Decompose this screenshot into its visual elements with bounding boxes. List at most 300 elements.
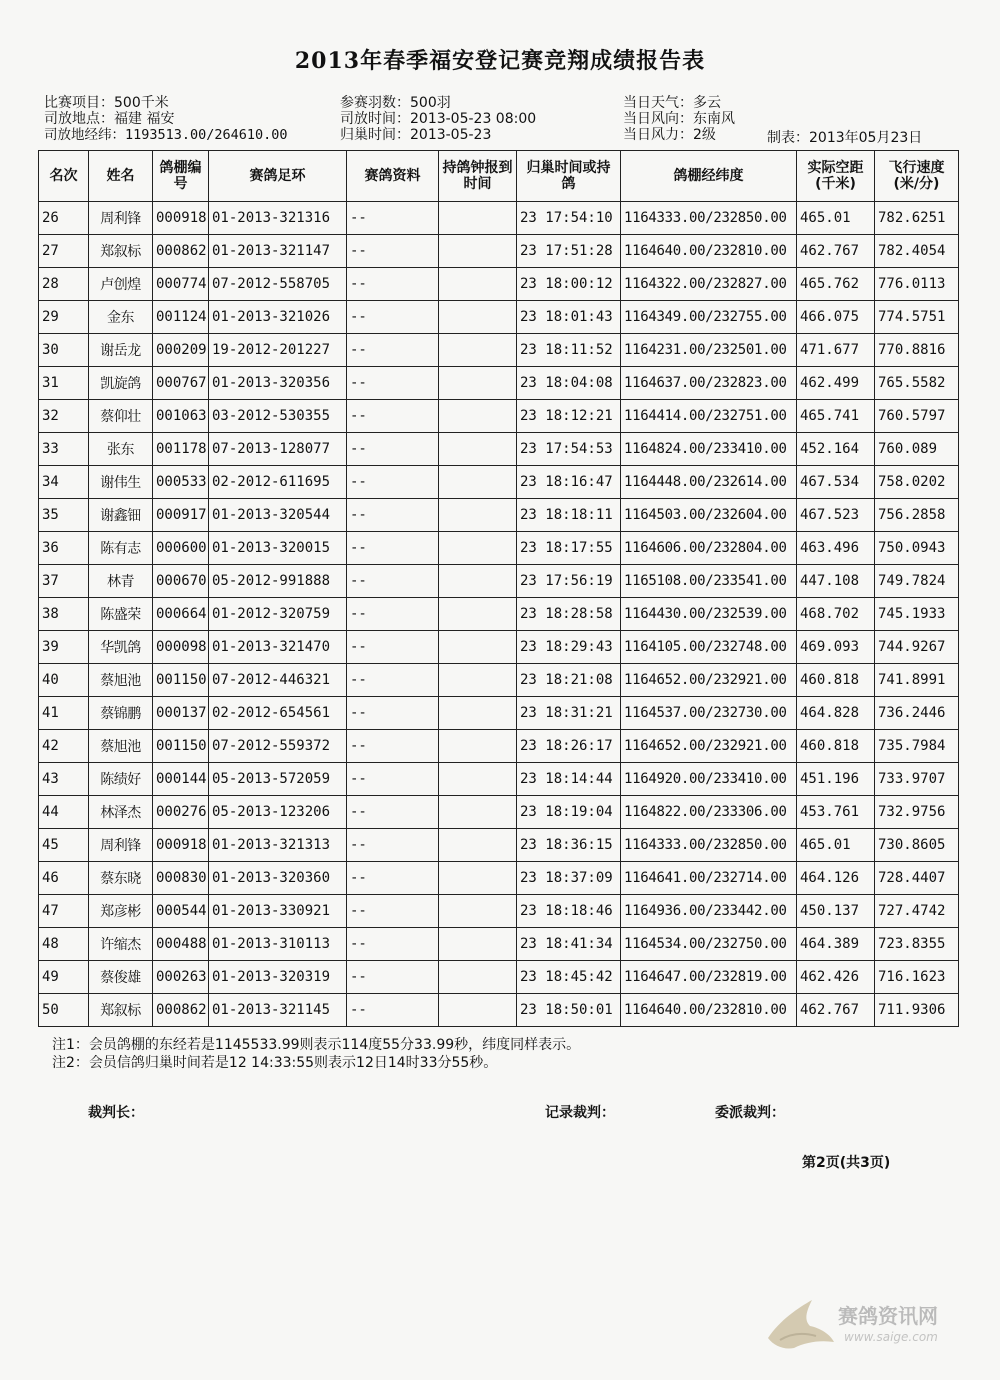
name-cell: 蔡东晓 bbox=[89, 862, 153, 895]
name-cell: 蔡旭池 bbox=[89, 664, 153, 697]
release-place: 司放地点：福建 福安 bbox=[44, 111, 175, 127]
table-row bbox=[39, 367, 959, 400]
distance-cell: 462.767 bbox=[797, 994, 875, 1027]
release-time: 司放时间：2013-05-23 08:00 bbox=[340, 111, 537, 127]
coord-cell: 1164448.00/232614.00 bbox=[621, 466, 797, 499]
rank-cell: 34 bbox=[39, 466, 89, 499]
arrival-cell: 23 18:36:15 bbox=[517, 829, 621, 862]
rank-cell: 39 bbox=[39, 631, 89, 664]
coord-cell: 1164430.00/232539.00 bbox=[621, 598, 797, 631]
rank-cell: 40 bbox=[39, 664, 89, 697]
loft-cell: 000488 bbox=[153, 928, 209, 961]
loft-cell: 000830 bbox=[153, 862, 209, 895]
clock-time-cell bbox=[439, 631, 517, 664]
speed-cell: 770.8816 bbox=[875, 334, 959, 367]
clock-time-cell bbox=[439, 730, 517, 763]
coord-cell: 1164652.00/232921.00 bbox=[621, 730, 797, 763]
rank-cell: 43 bbox=[39, 763, 89, 796]
table-row bbox=[39, 268, 959, 301]
release-coord: 司放地经纬：1193513.00/264610.00 bbox=[44, 127, 288, 143]
arrival-cell: 23 18:28:58 bbox=[517, 598, 621, 631]
pigeon-info-cell: -- bbox=[347, 862, 439, 895]
rank-cell: 47 bbox=[39, 895, 89, 928]
clock-time-cell bbox=[439, 796, 517, 829]
clock-time-cell bbox=[439, 466, 517, 499]
pigeon-info-cell: -- bbox=[347, 928, 439, 961]
distance-cell: 464.126 bbox=[797, 862, 875, 895]
speed-cell: 732.9756 bbox=[875, 796, 959, 829]
clock-time-cell bbox=[439, 301, 517, 334]
table-row bbox=[39, 763, 959, 796]
speed-cell: 744.9267 bbox=[875, 631, 959, 664]
coord-cell: 1164647.00/232819.00 bbox=[621, 961, 797, 994]
speed-cell: 716.1623 bbox=[875, 961, 959, 994]
arrival-cell: 23 17:54:53 bbox=[517, 433, 621, 466]
loft-cell: 001063 bbox=[153, 400, 209, 433]
name-cell: 张东 bbox=[89, 433, 153, 466]
pigeon-info-cell: -- bbox=[347, 730, 439, 763]
delegate-judge-label: 委派裁判： bbox=[715, 1105, 785, 1121]
arrival-cell: 23 18:18:46 bbox=[517, 895, 621, 928]
header-pigeon-info: 赛鸽资料 bbox=[347, 151, 439, 202]
table-row bbox=[39, 862, 959, 895]
coord-cell: 1164105.00/232748.00 bbox=[621, 631, 797, 664]
speed-cell: 736.2446 bbox=[875, 697, 959, 730]
table-row bbox=[39, 829, 959, 862]
table-row bbox=[39, 565, 959, 598]
arrival-cell: 23 17:54:10 bbox=[517, 202, 621, 235]
arrival-cell: 23 18:29:43 bbox=[517, 631, 621, 664]
note-2: 注2：会员信鸽归巢时间若是12 14:33:55则表示12日14时33分55秒。 bbox=[52, 1055, 498, 1071]
rank-cell: 48 bbox=[39, 928, 89, 961]
loft-cell: 000918 bbox=[153, 202, 209, 235]
speed-cell: 711.9306 bbox=[875, 994, 959, 1027]
loft-cell: 000276 bbox=[153, 796, 209, 829]
ring-cell: 07-2012-558705 bbox=[209, 268, 347, 301]
ring-cell: 07-2013-128077 bbox=[209, 433, 347, 466]
coord-cell: 1165108.00/233541.00 bbox=[621, 565, 797, 598]
event-label: 比赛项目：500千米 bbox=[44, 95, 169, 111]
pigeon-info-cell: -- bbox=[347, 631, 439, 664]
ring-cell: 01-2013-321147 bbox=[209, 235, 347, 268]
distance-cell: 465.01 bbox=[797, 829, 875, 862]
name-cell: 陈绩好 bbox=[89, 763, 153, 796]
distance-cell: 465.762 bbox=[797, 268, 875, 301]
chief-judge-label: 裁判长： bbox=[88, 1105, 144, 1121]
record-judge-label: 记录裁判： bbox=[545, 1105, 615, 1121]
clock-time-cell bbox=[439, 961, 517, 994]
info-right bbox=[623, 95, 735, 143]
clock-time-cell bbox=[439, 367, 517, 400]
ring-cell: 01-2013-320015 bbox=[209, 532, 347, 565]
name-cell: 林青 bbox=[89, 565, 153, 598]
distance-cell: 462.499 bbox=[797, 367, 875, 400]
ring-cell: 01-2013-321316 bbox=[209, 202, 347, 235]
name-cell: 凯旋鸽 bbox=[89, 367, 153, 400]
name-cell: 许缩杰 bbox=[89, 928, 153, 961]
table-row bbox=[39, 994, 959, 1027]
arrival-cell: 23 18:18:11 bbox=[517, 499, 621, 532]
name-cell: 郑叙标 bbox=[89, 235, 153, 268]
ring-cell: 01-2013-321313 bbox=[209, 829, 347, 862]
results-table bbox=[38, 150, 959, 1027]
loft-cell: 000767 bbox=[153, 367, 209, 400]
loft-cell: 001124 bbox=[153, 301, 209, 334]
ring-cell: 02-2012-654561 bbox=[209, 697, 347, 730]
name-cell: 蔡仰壮 bbox=[89, 400, 153, 433]
table-row bbox=[39, 202, 959, 235]
pigeon-info-cell: -- bbox=[347, 598, 439, 631]
pigeon-info-cell: -- bbox=[347, 400, 439, 433]
pigeon-info-cell: -- bbox=[347, 466, 439, 499]
loft-cell: 000137 bbox=[153, 697, 209, 730]
ring-cell: 01-2012-320759 bbox=[209, 598, 347, 631]
ring-cell: 07-2012-559372 bbox=[209, 730, 347, 763]
coord-cell: 1164349.00/232755.00 bbox=[621, 301, 797, 334]
clock-time-cell bbox=[439, 697, 517, 730]
distance-cell: 464.828 bbox=[797, 697, 875, 730]
distance-cell: 460.818 bbox=[797, 664, 875, 697]
table-row bbox=[39, 334, 959, 367]
header-distance: 实际空距(千米) bbox=[797, 151, 875, 202]
pigeon-info-cell: -- bbox=[347, 829, 439, 862]
table-row bbox=[39, 928, 959, 961]
distance-cell: 447.108 bbox=[797, 565, 875, 598]
pigeon-info-cell: -- bbox=[347, 334, 439, 367]
table-row bbox=[39, 730, 959, 763]
table-row bbox=[39, 499, 959, 532]
loft-cell: 000774 bbox=[153, 268, 209, 301]
header-arrival: 归巢时间或持鸽 bbox=[517, 151, 621, 202]
distance-cell: 450.137 bbox=[797, 895, 875, 928]
wind-direction: 当日风向：东南风 bbox=[623, 111, 735, 127]
watermark-brand: 赛鸽资讯网 bbox=[838, 1304, 938, 1328]
loft-cell: 000862 bbox=[153, 994, 209, 1027]
coord-cell: 1164503.00/232604.00 bbox=[621, 499, 797, 532]
clock-time-cell bbox=[439, 994, 517, 1027]
arrival-cell: 23 18:31:21 bbox=[517, 697, 621, 730]
coord-cell: 1164606.00/232804.00 bbox=[621, 532, 797, 565]
coord-cell: 1164824.00/233410.00 bbox=[621, 433, 797, 466]
distance-cell: 451.196 bbox=[797, 763, 875, 796]
distance-cell: 468.702 bbox=[797, 598, 875, 631]
name-cell: 卢创煌 bbox=[89, 268, 153, 301]
name-cell: 蔡俊雄 bbox=[89, 961, 153, 994]
speed-cell: 727.4742 bbox=[875, 895, 959, 928]
speed-cell: 760.089 bbox=[875, 433, 959, 466]
loft-cell: 000862 bbox=[153, 235, 209, 268]
header-ring: 赛鸽足环 bbox=[209, 151, 347, 202]
distance-cell: 467.534 bbox=[797, 466, 875, 499]
rank-cell: 35 bbox=[39, 499, 89, 532]
distance-cell: 453.761 bbox=[797, 796, 875, 829]
header-clock-time: 持鸽钟报到时间 bbox=[439, 151, 517, 202]
table-row bbox=[39, 466, 959, 499]
info-mid bbox=[340, 95, 536, 143]
table-row bbox=[39, 400, 959, 433]
pigeon-info-cell: -- bbox=[347, 433, 439, 466]
speed-cell: 741.8991 bbox=[875, 664, 959, 697]
arrival-cell: 23 18:00:12 bbox=[517, 268, 621, 301]
coord-cell: 1164652.00/232921.00 bbox=[621, 664, 797, 697]
pigeon-info-cell: -- bbox=[347, 268, 439, 301]
ring-cell: 01-2013-330921 bbox=[209, 895, 347, 928]
coord-cell: 1164920.00/233410.00 bbox=[621, 763, 797, 796]
weather: 当日天气：多云 bbox=[623, 95, 721, 111]
arrival-cell: 23 18:41:34 bbox=[517, 928, 621, 961]
arrival-cell: 23 17:56:19 bbox=[517, 565, 621, 598]
pigeon-info-cell: -- bbox=[347, 367, 439, 400]
distance-cell: 465.01 bbox=[797, 202, 875, 235]
name-cell: 蔡锦鹏 bbox=[89, 697, 153, 730]
clock-time-cell bbox=[439, 565, 517, 598]
pigeon-info-cell: -- bbox=[347, 664, 439, 697]
loft-cell: 000664 bbox=[153, 598, 209, 631]
arrival-cell: 23 18:26:17 bbox=[517, 730, 621, 763]
coord-cell: 1164333.00/232850.00 bbox=[621, 202, 797, 235]
arrival-cell: 23 18:17:55 bbox=[517, 532, 621, 565]
pigeon-info-cell: -- bbox=[347, 565, 439, 598]
ring-cell: 03-2012-530355 bbox=[209, 400, 347, 433]
distance-cell: 452.164 bbox=[797, 433, 875, 466]
arrival-cell: 23 18:11:52 bbox=[517, 334, 621, 367]
clock-time-cell bbox=[439, 499, 517, 532]
arrival-cell: 23 18:45:42 bbox=[517, 961, 621, 994]
speed-cell: 776.0113 bbox=[875, 268, 959, 301]
name-cell: 蔡旭池 bbox=[89, 730, 153, 763]
ring-cell: 01-2013-321145 bbox=[209, 994, 347, 1027]
header-coord: 鸽棚经纬度 bbox=[621, 151, 797, 202]
table-row bbox=[39, 301, 959, 334]
speed-cell: 758.0202 bbox=[875, 466, 959, 499]
ring-cell: 01-2013-321026 bbox=[209, 301, 347, 334]
coord-cell: 1164637.00/232823.00 bbox=[621, 367, 797, 400]
arrival-cell: 23 18:04:08 bbox=[517, 367, 621, 400]
rank-cell: 33 bbox=[39, 433, 89, 466]
watermark-url: www.saige.com bbox=[844, 1330, 938, 1344]
loft-cell: 000917 bbox=[153, 499, 209, 532]
report-title: 2013年春季福安登记赛竞翔成绩报告表 bbox=[294, 48, 706, 74]
rank-cell: 41 bbox=[39, 697, 89, 730]
clock-time-cell bbox=[439, 829, 517, 862]
coord-cell: 1164822.00/233306.00 bbox=[621, 796, 797, 829]
rank-cell: 30 bbox=[39, 334, 89, 367]
distance-cell: 465.741 bbox=[797, 400, 875, 433]
results-body bbox=[39, 202, 959, 1027]
loft-cell: 000670 bbox=[153, 565, 209, 598]
coord-cell: 1164333.00/232850.00 bbox=[621, 829, 797, 862]
note-1: 注1：会员鸽棚的东经若是1145533.99则表示114度55分33.99秒，纬度同样表示。 bbox=[52, 1037, 581, 1053]
pigeon-info-cell: -- bbox=[347, 235, 439, 268]
table-row bbox=[39, 532, 959, 565]
made-by-date: 制表：2013年05月23日 bbox=[767, 130, 923, 146]
name-cell: 金东 bbox=[89, 301, 153, 334]
rank-cell: 28 bbox=[39, 268, 89, 301]
distance-cell: 462.426 bbox=[797, 961, 875, 994]
arrival-cell: 23 18:12:21 bbox=[517, 400, 621, 433]
coord-cell: 1164640.00/232810.00 bbox=[621, 235, 797, 268]
rank-cell: 50 bbox=[39, 994, 89, 1027]
pigeon-info-cell: -- bbox=[347, 796, 439, 829]
table-row bbox=[39, 235, 959, 268]
speed-cell: 749.7824 bbox=[875, 565, 959, 598]
rank-cell: 45 bbox=[39, 829, 89, 862]
header-loft: 鸽棚编号 bbox=[153, 151, 209, 202]
rank-cell: 49 bbox=[39, 961, 89, 994]
clock-time-cell bbox=[439, 895, 517, 928]
coord-cell: 1164640.00/232810.00 bbox=[621, 994, 797, 1027]
distance-cell: 471.677 bbox=[797, 334, 875, 367]
name-cell: 林泽杰 bbox=[89, 796, 153, 829]
name-cell: 周利锋 bbox=[89, 829, 153, 862]
pigeon-info-cell: -- bbox=[347, 961, 439, 994]
ring-cell: 05-2013-572059 bbox=[209, 763, 347, 796]
rank-cell: 32 bbox=[39, 400, 89, 433]
ring-cell: 01-2013-310113 bbox=[209, 928, 347, 961]
table-row bbox=[39, 598, 959, 631]
clock-time-cell bbox=[439, 235, 517, 268]
header-row bbox=[39, 151, 959, 202]
return-time: 归巢时间：2013-05-23 bbox=[340, 127, 492, 143]
table-row bbox=[39, 697, 959, 730]
arrival-cell: 23 18:37:09 bbox=[517, 862, 621, 895]
pigeon-info-cell: -- bbox=[347, 301, 439, 334]
notes bbox=[52, 1036, 580, 1072]
loft-cell: 000600 bbox=[153, 532, 209, 565]
arrival-cell: 23 18:16:47 bbox=[517, 466, 621, 499]
pigeon-info-cell: -- bbox=[347, 499, 439, 532]
speed-cell: 782.4054 bbox=[875, 235, 959, 268]
ring-cell: 19-2012-201227 bbox=[209, 334, 347, 367]
header-speed: 飞行速度(米/分) bbox=[875, 151, 959, 202]
clock-time-cell bbox=[439, 664, 517, 697]
coord-cell: 1164641.00/232714.00 bbox=[621, 862, 797, 895]
rank-cell: 31 bbox=[39, 367, 89, 400]
coord-cell: 1164231.00/232501.00 bbox=[621, 334, 797, 367]
loft-cell: 000209 bbox=[153, 334, 209, 367]
speed-cell: 733.9707 bbox=[875, 763, 959, 796]
clock-time-cell bbox=[439, 928, 517, 961]
distance-cell: 466.075 bbox=[797, 301, 875, 334]
ring-cell: 05-2013-123206 bbox=[209, 796, 347, 829]
rank-cell: 36 bbox=[39, 532, 89, 565]
watermark bbox=[760, 1290, 970, 1360]
loft-cell: 001178 bbox=[153, 433, 209, 466]
arrival-cell: 23 18:19:04 bbox=[517, 796, 621, 829]
name-cell: 谢岳龙 bbox=[89, 334, 153, 367]
speed-cell: 745.1933 bbox=[875, 598, 959, 631]
rank-cell: 46 bbox=[39, 862, 89, 895]
table-row bbox=[39, 631, 959, 664]
table-row bbox=[39, 664, 959, 697]
loft-cell: 001150 bbox=[153, 730, 209, 763]
arrival-cell: 23 18:21:08 bbox=[517, 664, 621, 697]
ring-cell: 05-2012-991888 bbox=[209, 565, 347, 598]
clock-time-cell bbox=[439, 334, 517, 367]
rank-cell: 29 bbox=[39, 301, 89, 334]
ring-cell: 01-2013-320319 bbox=[209, 961, 347, 994]
speed-cell: 756.2858 bbox=[875, 499, 959, 532]
arrival-cell: 23 18:50:01 bbox=[517, 994, 621, 1027]
loft-cell: 000144 bbox=[153, 763, 209, 796]
name-cell: 周利锋 bbox=[89, 202, 153, 235]
loft-cell: 000533 bbox=[153, 466, 209, 499]
pigeon-info-cell: -- bbox=[347, 532, 439, 565]
rank-cell: 42 bbox=[39, 730, 89, 763]
ring-cell: 02-2012-611695 bbox=[209, 466, 347, 499]
clock-time-cell bbox=[439, 268, 517, 301]
speed-cell: 782.6251 bbox=[875, 202, 959, 235]
distance-cell: 460.818 bbox=[797, 730, 875, 763]
loft-cell: 000544 bbox=[153, 895, 209, 928]
speed-cell: 735.7984 bbox=[875, 730, 959, 763]
speed-cell: 723.8355 bbox=[875, 928, 959, 961]
ring-cell: 01-2013-320544 bbox=[209, 499, 347, 532]
clock-time-cell bbox=[439, 532, 517, 565]
name-cell: 谢伟生 bbox=[89, 466, 153, 499]
coord-cell: 1164534.00/232750.00 bbox=[621, 928, 797, 961]
name-cell: 陈有志 bbox=[89, 532, 153, 565]
distance-cell: 469.093 bbox=[797, 631, 875, 664]
arrival-cell: 23 18:01:43 bbox=[517, 301, 621, 334]
coord-cell: 1164537.00/232730.00 bbox=[621, 697, 797, 730]
loft-cell: 000918 bbox=[153, 829, 209, 862]
distance-cell: 463.496 bbox=[797, 532, 875, 565]
clock-time-cell bbox=[439, 763, 517, 796]
speed-cell: 774.5751 bbox=[875, 301, 959, 334]
clock-time-cell bbox=[439, 202, 517, 235]
table-row bbox=[39, 433, 959, 466]
speed-cell: 760.5797 bbox=[875, 400, 959, 433]
name-cell: 陈盛荣 bbox=[89, 598, 153, 631]
pigeon-info-cell: -- bbox=[347, 763, 439, 796]
coord-cell: 1164936.00/233442.00 bbox=[621, 895, 797, 928]
header-name: 姓名 bbox=[89, 151, 153, 202]
rank-cell: 26 bbox=[39, 202, 89, 235]
pigeon-info-cell: -- bbox=[347, 895, 439, 928]
table-row bbox=[39, 961, 959, 994]
pigeon-info-cell: -- bbox=[347, 202, 439, 235]
arrival-cell: 23 18:14:44 bbox=[517, 763, 621, 796]
table-row bbox=[39, 895, 959, 928]
loft-cell: 000098 bbox=[153, 631, 209, 664]
entry-count: 参赛羽数：500羽 bbox=[340, 95, 451, 111]
arrival-cell: 23 17:51:28 bbox=[517, 235, 621, 268]
rank-cell: 27 bbox=[39, 235, 89, 268]
speed-cell: 765.5582 bbox=[875, 367, 959, 400]
clock-time-cell bbox=[439, 598, 517, 631]
clock-time-cell bbox=[439, 862, 517, 895]
name-cell: 郑叙标 bbox=[89, 994, 153, 1027]
pigeon-info-cell: -- bbox=[347, 994, 439, 1027]
coord-cell: 1164322.00/232827.00 bbox=[621, 268, 797, 301]
table-row bbox=[39, 796, 959, 829]
pigeon-logo-icon bbox=[760, 1290, 840, 1360]
rank-cell: 38 bbox=[39, 598, 89, 631]
rank-cell: 44 bbox=[39, 796, 89, 829]
info-left bbox=[44, 95, 288, 143]
ring-cell: 07-2012-446321 bbox=[209, 664, 347, 697]
speed-cell: 730.8605 bbox=[875, 829, 959, 862]
ring-cell: 01-2013-320356 bbox=[209, 367, 347, 400]
speed-cell: 728.4407 bbox=[875, 862, 959, 895]
ring-cell: 01-2013-321470 bbox=[209, 631, 347, 664]
clock-time-cell bbox=[439, 433, 517, 466]
speed-cell: 750.0943 bbox=[875, 532, 959, 565]
distance-cell: 467.523 bbox=[797, 499, 875, 532]
loft-cell: 001150 bbox=[153, 664, 209, 697]
loft-cell: 000263 bbox=[153, 961, 209, 994]
